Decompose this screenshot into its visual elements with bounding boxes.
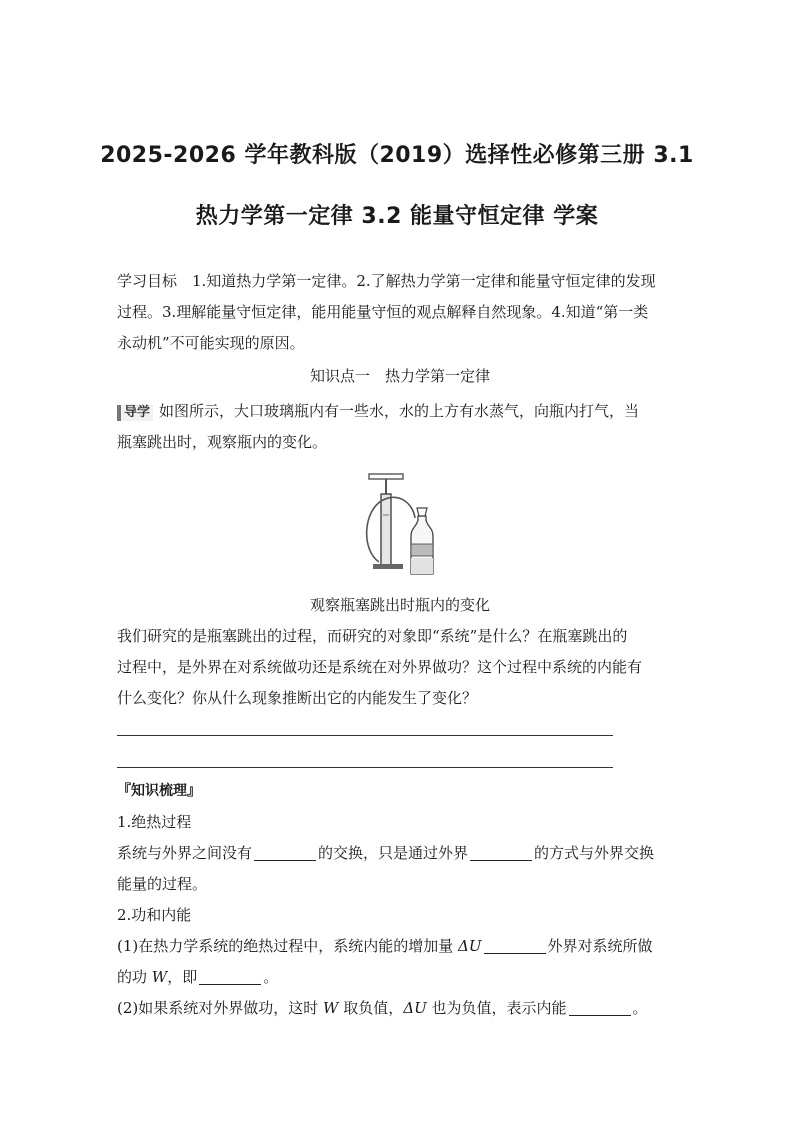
- objectives-line: 学习目标 1.知道热力学第一定律。2.了解热力学第一定律和能量守恒定律的发现: [117, 272, 656, 290]
- symbol-w: W: [151, 968, 168, 986]
- text-span: ，即: [167, 968, 198, 986]
- symbol-delta-u: ΔU: [458, 937, 482, 955]
- answer-line: [117, 735, 613, 736]
- knowledge-heading: 『知识梳理』: [117, 783, 201, 799]
- guide-tag: 导学: [117, 405, 153, 421]
- fill-blank: [470, 846, 532, 861]
- text-span: 的功: [117, 968, 152, 986]
- text-span: 外界对系统所做: [547, 937, 653, 955]
- item-2-1-text-cont: [117, 962, 683, 993]
- text-span: 也为负值，表示内能: [426, 999, 567, 1017]
- learning-objectives: [117, 266, 683, 359]
- document-title-line-1: 2025-2026 学年教科版（2019）选择性必修第三册 3.1: [100, 143, 694, 168]
- pump-base: [373, 564, 403, 569]
- pump-and-bottle-figure: [355, 470, 441, 578]
- fill-blank: [569, 1001, 631, 1016]
- fill-blank: [484, 939, 546, 954]
- guide-text: 瓶塞跳出时，观察瓶内的变化。: [117, 433, 328, 451]
- text-span: 的交换，只是通过外界: [318, 844, 469, 862]
- item-1-text-cont: 能量的过程。: [117, 875, 208, 893]
- question-paragraph: [117, 621, 683, 714]
- item-2-title: 2.功和内能: [117, 906, 192, 924]
- item-1-title: 1.绝热过程: [117, 813, 192, 831]
- item-1-text: [117, 838, 683, 869]
- pump-barrel: [381, 494, 391, 566]
- guide-paragraph: [117, 396, 683, 458]
- fill-blank: [254, 846, 316, 861]
- text-span: 。: [263, 968, 279, 986]
- item-2-2-text: [117, 993, 683, 1024]
- question-line: 我们研究的是瓶塞跳出的过程，而研究的对象即“系统”是什么？在瓶塞跳出的: [117, 627, 628, 645]
- section-heading: 知识点一 热力学第一定律: [309, 367, 490, 385]
- knowledge-section: [117, 776, 683, 1024]
- pump-handle: [369, 474, 403, 479]
- text-span: 取负值，: [338, 999, 404, 1017]
- text-span: 。: [632, 999, 648, 1017]
- objectives-line: 过程。3.理解能量守恒定律，能用能量守恒的观点解释自然现象。4.知道“第一类: [117, 303, 649, 321]
- text-span: 的方式与外界交换: [534, 844, 655, 862]
- item-2-1-text: [117, 931, 683, 962]
- text-span: (2)如果系统对外界做功，这时: [117, 999, 324, 1017]
- fill-blank: [199, 970, 261, 985]
- document-title-line-2: 热力学第一定律 3.2 能量守恒定律 学案: [195, 204, 599, 229]
- figure-caption: 观察瓶塞跳出时瓶内的变化: [309, 596, 490, 614]
- text-span: (1)在热力学系统的绝热过程中，系统内能的增加量: [117, 937, 459, 955]
- bottle-cork: [417, 508, 427, 516]
- guide-text: 如图所示，大口玻璃瓶内有一些水，水的上方有水蒸气，向瓶内打气，当: [159, 402, 640, 420]
- objectives-line: 永动机”不可能实现的原因。: [117, 334, 305, 352]
- symbol-w: W: [323, 999, 339, 1017]
- answer-line: [117, 767, 613, 768]
- text-span: 系统与外界之间没有: [117, 844, 253, 862]
- question-line: 过程中，是外界在对系统做功还是系统在对外界做功？这个过程中系统的内能有: [117, 658, 643, 676]
- symbol-delta-u: ΔU: [403, 999, 427, 1017]
- question-line: 什么变化？你从什么现象推断出它的内能发生了变化？: [117, 689, 478, 707]
